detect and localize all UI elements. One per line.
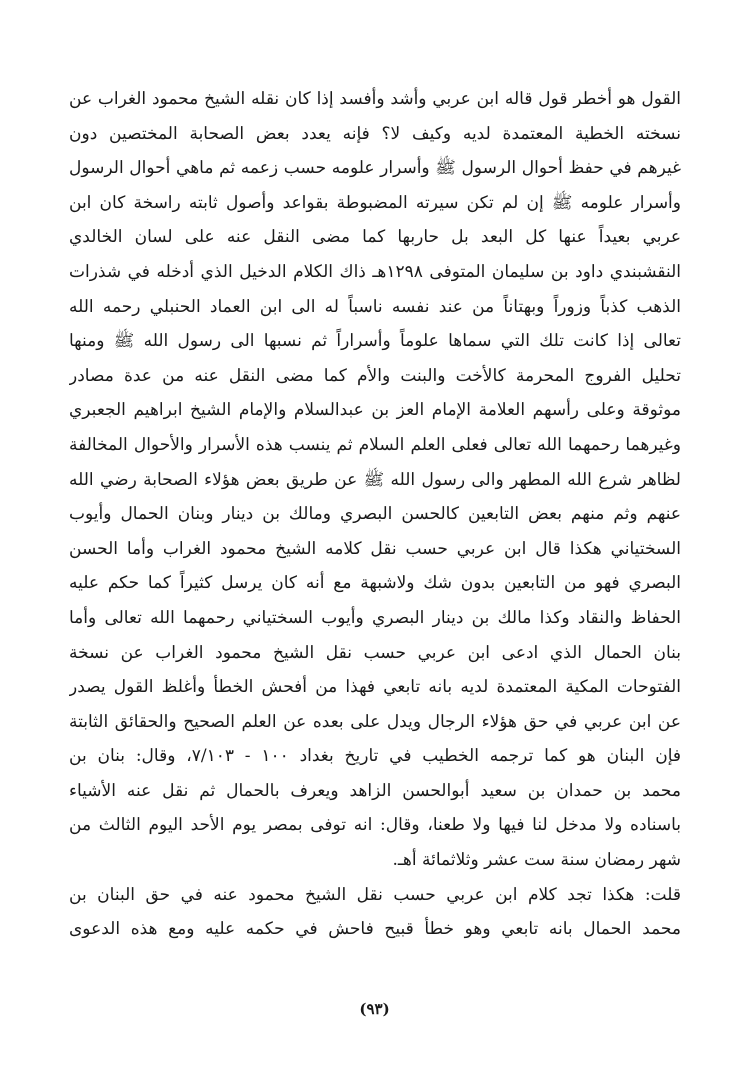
text-line-2: نسخته الخطية المعتمدة لديه وكيف لا؟ فإنه يعدد بعض الصحابة المختصين دون bbox=[69, 123, 681, 144]
text-line-15: البصري فهو من التابعين بدون شك ولاشبهة مع أنه كان يرسل كثيراً كما حكم عليه bbox=[69, 573, 681, 594]
text-line-5: عربي بعيداً عنها كل البعد بل حاربها كما مضى النقل عنه على لسان الخالدي bbox=[69, 227, 681, 248]
text-line-16: الحفاظ والنقاد وكذا مالك بن دينار البصري وأيوب السختياني رحمهما الله تعالى وأما bbox=[69, 607, 681, 628]
text-line-9: تحليل الفروج المحرمة كالأخت والبنت والأم كما مضى النقل عنه من عدة مصادر bbox=[69, 365, 681, 386]
text-line-8: تعالى إذا كانت تلك التي سماها علوماً وأسراراً ثم نسبها الى رسول الله ﷺ ومنها bbox=[69, 331, 681, 352]
text-line-19: عن ابن عربي في حق هؤلاء الرجال ويدل على بعده عن العلم الصحيح والحقائق الثابتة bbox=[69, 711, 681, 732]
text-line-17: بنان الحمال الذي ادعى ابن عربي حسب نقل الشيخ محمود الغراب عن نسخة bbox=[69, 642, 681, 663]
text-line-25: محمد الحمال بانه تابعي وهو خطأ قبيح فاحش في حكمه عليه ومع هذه الدعوى bbox=[69, 919, 681, 940]
text-line-4: وأسرار علومه ﷺ إن لم تكن سيرته المضبوطة بقواعد وأصول ثابته راسخة كان ابن bbox=[69, 192, 681, 213]
text-line-20: فإن البنان هو كما ترجمه الخطيب في تاريخ بغداد ١٠٠ - ٧/١٠٣، وقال: بنان بن bbox=[69, 746, 681, 767]
page-number: (٩٣) bbox=[359, 1000, 390, 1018]
text-line-12: لظاهر شرع الله المطهر والى رسول الله ﷺ عن طريق بعض هؤلاء الصحابة رضي الله bbox=[69, 469, 681, 490]
document-body bbox=[69, 82, 681, 947]
text-line-6: النقشبندي داود بن سليمان المتوفى ١٢٩٨هـ ذاك الكلام الدخيل الذي أدخله في شذرات bbox=[69, 261, 681, 282]
text-line-13: عنهم وثم منهم بعض التابعين كالحسن البصري ومالك بن دينار وبنان الحمال وأيوب bbox=[69, 504, 681, 525]
text-line-24: قلت: هكذا تجد كلام ابن عربي حسب نقل الشيخ محمود عنه في حق البنان بن bbox=[69, 884, 681, 905]
text-line-1: القول هو أخطر قول قاله ابن عربي وأشد وأفسد إذا كان نقله الشيخ محمود الغراب عن bbox=[69, 89, 681, 109]
text-line-11: وغيرهما رحمهما الله تعالى فعلى العلم السلام ثم ينسب هذه الأسرار والأحوال المخالفة bbox=[69, 434, 681, 455]
text-line-10: موثوقة وعلى رأسهم العلامة الإمام العز بن عبدالسلام والإمام الشيخ ابراهيم الجعبري bbox=[69, 400, 681, 421]
text-line-3: غيرهم في حفظ أحوال الرسول ﷺ وأسرار علومه حسب زعمه ثم ماهي أحوال الرسول bbox=[69, 158, 681, 179]
text-line-21: محمد بن حمدان بن سعيد أبوالحسن الزاهد ويعرف بالحمال ثم نقل عنه الأشياء bbox=[69, 780, 681, 801]
text-line-23: شهر رمضان سنة ست عشر وثلاثمائة أهـ. bbox=[392, 850, 681, 871]
text-line-22: باسناده ولا مدخل لنا فيها ولا طعنا، وقال: انه توفى بمصر يوم الأحد اليوم الثالث من bbox=[69, 815, 681, 836]
text-line-18: الفتوحات المكية المعتمدة لديه بانه تابعي فهذا من أفحش الخطأ وأغلظ القول يصدر bbox=[69, 677, 681, 698]
text-line-7: الذهب كذباً وزوراً وبهتاناً من عند نفسه ناسباً له الى ابن العماد الحنبلي رحمه الله bbox=[69, 296, 681, 317]
text-line-14: السختياني هكذا قال ابن عربي حسب نقل كلامه الشيخ محمود الغراب وأما الحسن bbox=[69, 538, 681, 559]
